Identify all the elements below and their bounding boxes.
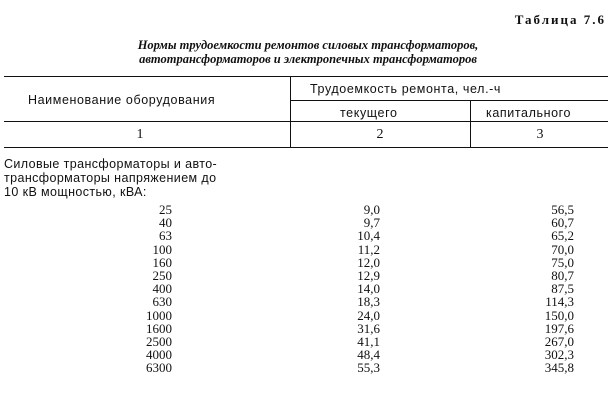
column-divider	[470, 101, 471, 147]
current-repair-cell: 9,7	[363, 215, 380, 231]
capital-repair-cell: 56,5	[551, 202, 574, 217]
category-line: трансформаторы напряжением до	[4, 171, 217, 185]
capacity-cell: 630	[152, 294, 172, 310]
column-divider	[290, 77, 291, 147]
category-description	[4, 157, 294, 199]
table-label: Таблица 7.6	[514, 12, 606, 27]
column-number-1: 1	[136, 127, 144, 142]
table-row	[0, 203, 616, 216]
capacity-cell: 250	[152, 267, 172, 283]
table-row	[0, 335, 616, 348]
header-equipment-name: Наименование оборудования	[28, 93, 216, 107]
capital-repair-cell: 75,0	[551, 254, 574, 270]
capacity-cell: 1600	[146, 320, 172, 336]
table-row	[0, 282, 616, 295]
capital-repair-cell: 267,0	[544, 333, 574, 349]
current-repair-cell: 12,9	[357, 267, 380, 283]
current-repair-cell: 31,6	[357, 320, 380, 336]
capacity-cell: 6300	[146, 360, 172, 376]
capital-repair-cell: 70,0	[551, 241, 574, 257]
current-repair-cell: 9,0	[363, 202, 380, 217]
capital-repair-cell: 345,8	[544, 360, 574, 376]
current-repair-cell: 18,3	[357, 294, 380, 310]
column-number-3: 3	[536, 127, 544, 142]
capacity-cell: 4000	[146, 347, 172, 363]
capital-repair-cell: 302,3	[544, 347, 574, 363]
column-number-2: 2	[376, 127, 384, 142]
header-current-repair: текущего	[340, 106, 398, 120]
table-row	[0, 229, 616, 242]
capacity-cell: 400	[152, 281, 172, 297]
table-row	[0, 361, 616, 374]
current-repair-cell: 10,4	[357, 228, 380, 244]
table-row	[0, 256, 616, 269]
capital-repair-cell: 114,3	[545, 294, 574, 310]
capacity-cell: 1000	[146, 307, 172, 323]
title-line: Нормы трудоемкости ремонтов силовых трансформаторов,	[137, 38, 479, 52]
capacity-cell: 160	[152, 254, 172, 270]
header-capital-repair: капитального	[486, 106, 572, 120]
title-line: автотрансформаторов и электропечных трансформаторов	[139, 52, 477, 66]
capacity-cell: 25	[159, 202, 172, 217]
table-row	[0, 295, 616, 308]
table-row	[0, 269, 616, 282]
header-labor-intensity: Трудоемкость ремонта, чел.-ч	[310, 82, 502, 96]
table-top-rule	[4, 76, 608, 77]
capacity-cell: 40	[159, 215, 172, 231]
capital-repair-cell: 150,0	[544, 307, 574, 323]
numbering-rule	[4, 147, 608, 148]
capacity-cell: 100	[152, 241, 172, 257]
table-body	[0, 203, 616, 374]
table-title	[0, 38, 616, 66]
capital-repair-cell: 197,6	[544, 320, 574, 336]
capital-repair-cell: 87,5	[551, 281, 574, 297]
table-row	[0, 243, 616, 256]
header-rule	[4, 121, 608, 122]
category-line: 10 кВ мощностью, кВА:	[4, 185, 147, 199]
current-repair-cell: 11,2	[357, 241, 380, 257]
current-repair-cell: 14,0	[357, 281, 380, 297]
capital-repair-cell: 80,7	[551, 267, 574, 283]
capacity-cell: 63	[159, 228, 172, 244]
current-repair-cell: 41,1	[357, 333, 380, 349]
current-repair-cell: 55,3	[357, 360, 380, 376]
table-row	[0, 348, 616, 361]
table-row	[0, 309, 616, 322]
group-rule	[290, 100, 608, 101]
capacity-cell: 2500	[146, 333, 172, 349]
current-repair-cell: 48,4	[357, 347, 380, 363]
table-row	[0, 322, 616, 335]
capital-repair-cell: 60,7	[551, 215, 574, 231]
current-repair-cell: 24,0	[357, 307, 380, 323]
capital-repair-cell: 65,2	[551, 228, 574, 244]
table-row	[0, 216, 616, 229]
category-line: Силовые трансформаторы и авто-	[4, 157, 218, 171]
current-repair-cell: 12,0	[357, 254, 380, 270]
